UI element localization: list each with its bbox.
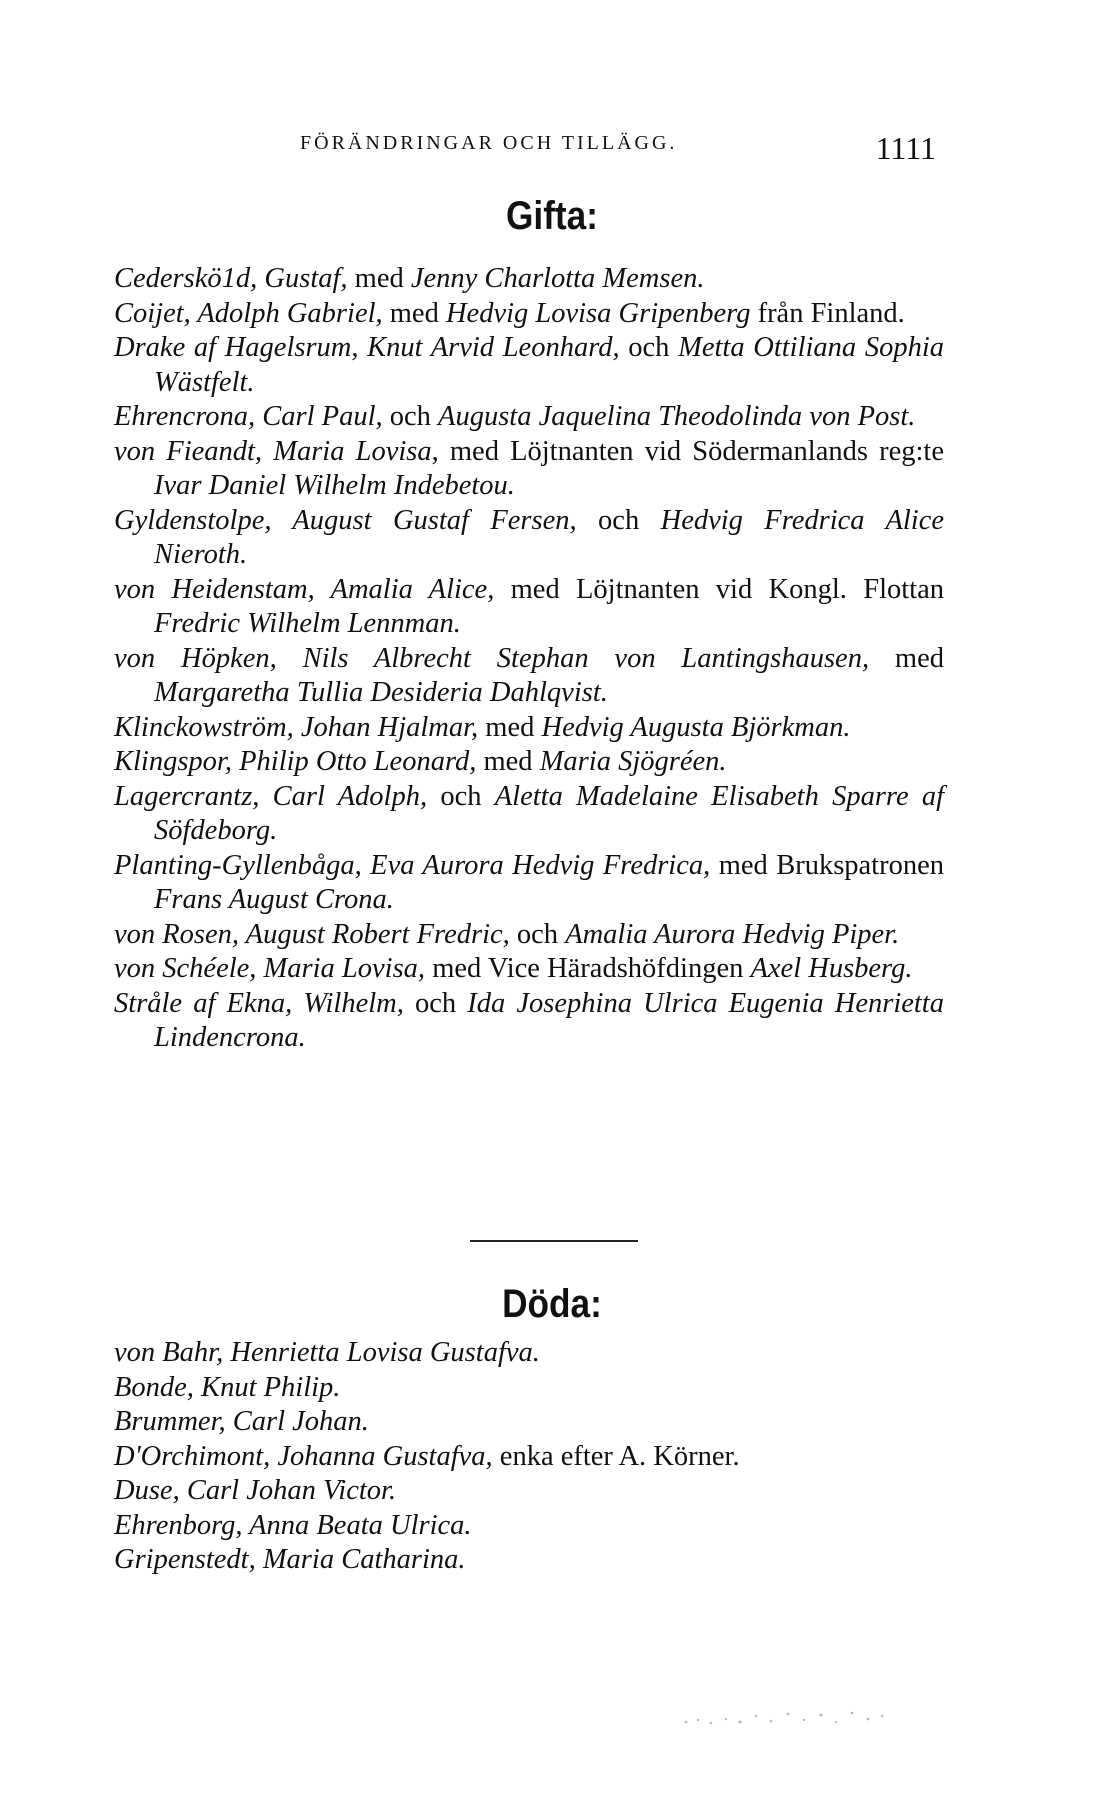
marriage-entry [114, 780, 944, 849]
marriage-entry [114, 952, 944, 987]
death-entry [114, 1440, 944, 1475]
marriage-entry [114, 435, 944, 504]
entry-note: enka efter A. Körner. [492, 1440, 740, 1472]
entry-conjunction: med Brukspatronen [710, 849, 944, 881]
entry-conjunction: och [427, 780, 495, 812]
entry-spouse: Fredric Wilhelm Lennman. [154, 608, 461, 639]
entry-conjunction: med Vice Häradshöfdingen [425, 953, 751, 984]
marriage-entry [114, 504, 944, 573]
entry-spouse: Margaretha Tullia Desideria Dahlqvist. [154, 677, 608, 708]
entry-spouse: Ivar Daniel Wilhelm Indebetou. [154, 470, 515, 501]
entry-name: von Rosen, August Robert Fredric, [114, 918, 510, 950]
marriage-entry [114, 573, 944, 642]
entry-conjunction: med [478, 711, 542, 743]
death-entry [114, 1474, 944, 1509]
entry-name: Planting-Gyllenbåga, Eva Aurora Hedvig Fredrica, [114, 849, 711, 881]
entry-spouse: Metta Ottiliana Sophia Wästfelt. [154, 332, 944, 398]
entry-name: Gripenstedt, Maria Catharina. [114, 1544, 466, 1575]
entry-name: von Fieandt, Maria Lovisa, [114, 435, 439, 467]
entry-conjunction: med Löjtnanten vid Kongl. Flottan [494, 573, 944, 605]
entry-name: von Höpken, Nils Albrecht Stephan von Lantingshausen, [114, 642, 870, 674]
entry-spouse: Ida Josephina Ulrica Eugenia Henrietta Lindencrona. [154, 987, 944, 1053]
entry-name: Ehrencrona, Carl Paul, [114, 401, 383, 432]
marriage-entry [114, 262, 944, 297]
entry-spouse: Axel Husberg. [750, 953, 913, 984]
entry-spouse: Aletta Madelaine Elisabeth Sparre af Söfdeborg. [154, 780, 944, 846]
entry-spouse: Jenny Charlotta Memsen. [410, 263, 705, 294]
library-stamp-mark [676, 1704, 896, 1730]
marriage-entry [114, 642, 944, 711]
marriage-entry [114, 849, 944, 918]
entry-conjunction: med [382, 297, 446, 329]
entry-name: Duse, Carl Johan Victor. [114, 1475, 397, 1506]
marriage-entry [114, 918, 944, 953]
entry-name: Coijet, Adolph Gabriel, [114, 297, 383, 329]
entry-name: von Schéele, Maria Lovisa, [114, 953, 426, 984]
entry-name: Drake af Hagelsrum, Knut Arvid Leonhard, [114, 332, 620, 363]
entry-spouse: Hedvig Augusta Björkman. [541, 711, 851, 743]
entry-name: Gyldenstolpe, August Gustaf Fersen, [114, 504, 577, 536]
section-divider [470, 1240, 638, 1242]
death-entry [114, 1405, 944, 1440]
death-entry [114, 1543, 944, 1578]
entry-name: Brummer, Carl Johan. [114, 1406, 369, 1437]
entry-spouse: Maria Sjögréen. [539, 746, 727, 777]
entry-conjunction: och [509, 918, 566, 950]
entry-conjunction: med Löjtnanten vid Södermanlands reg:te [438, 435, 944, 467]
death-entry [114, 1509, 944, 1544]
entry-spouse: Frans August Crona. [154, 884, 394, 915]
doda-list [114, 1336, 944, 1578]
marriage-entry [114, 331, 944, 400]
entry-conjunction: och [403, 987, 468, 1019]
page-number: 1111 [875, 130, 936, 166]
entry-name: Cederskö1d, Gustaf, [114, 263, 348, 294]
entry-name: von Bahr, Henrietta Lovisa Gustafva. [114, 1337, 540, 1368]
entry-conjunction: och [576, 504, 661, 536]
marriage-entry [114, 745, 944, 780]
entry-conjunction: och [382, 401, 439, 432]
marriage-entry [114, 297, 944, 332]
section-heading-gifta: Gifta: [506, 194, 598, 238]
entry-name: Ehrenborg, Anna Beata Ulrica. [114, 1509, 472, 1541]
entry-conjunction: med [869, 642, 944, 674]
entry-conjunction: med [476, 746, 540, 777]
section-heading-doda: Döda: [502, 1282, 602, 1326]
entry-name: Bonde, Knut Philip. [114, 1371, 341, 1403]
entry-name: von Heidenstam, Amalia Alice, [114, 573, 495, 605]
entry-name: Lagercrantz, Carl Adolph, [114, 780, 428, 812]
running-head: FÖRÄNDRINGAR OCH TILLÄGG. [300, 132, 678, 154]
entry-name: Klinckowström, Johan Hjalmar, [114, 711, 479, 743]
entry-conjunction: med [347, 263, 411, 294]
death-entry [114, 1371, 944, 1406]
entry-spouse: Augusta Jaquelina Theodolinda von Post. [438, 401, 916, 432]
marriage-entry [114, 987, 944, 1056]
entry-spouse: Hedvig Lovisa Gripenberg [445, 297, 751, 329]
marriage-entry [114, 400, 944, 435]
entry-tail: från Finland. [750, 297, 905, 329]
entry-spouse: Amalia Aurora Hedvig Piper. [565, 918, 900, 950]
entry-name: Stråle af Ekna, Wilhelm, [114, 987, 404, 1019]
entry-spouse: Hedvig Fredrica Alice Nieroth. [154, 504, 944, 570]
gifta-list [114, 262, 944, 1056]
marriage-entry [114, 711, 944, 746]
entry-name: Klingspor, Philip Otto Leonard, [114, 746, 477, 777]
entry-name: D'Orchimont, Johanna Gustafva, [114, 1440, 493, 1472]
death-entry [114, 1336, 944, 1371]
entry-conjunction: och [619, 332, 679, 363]
